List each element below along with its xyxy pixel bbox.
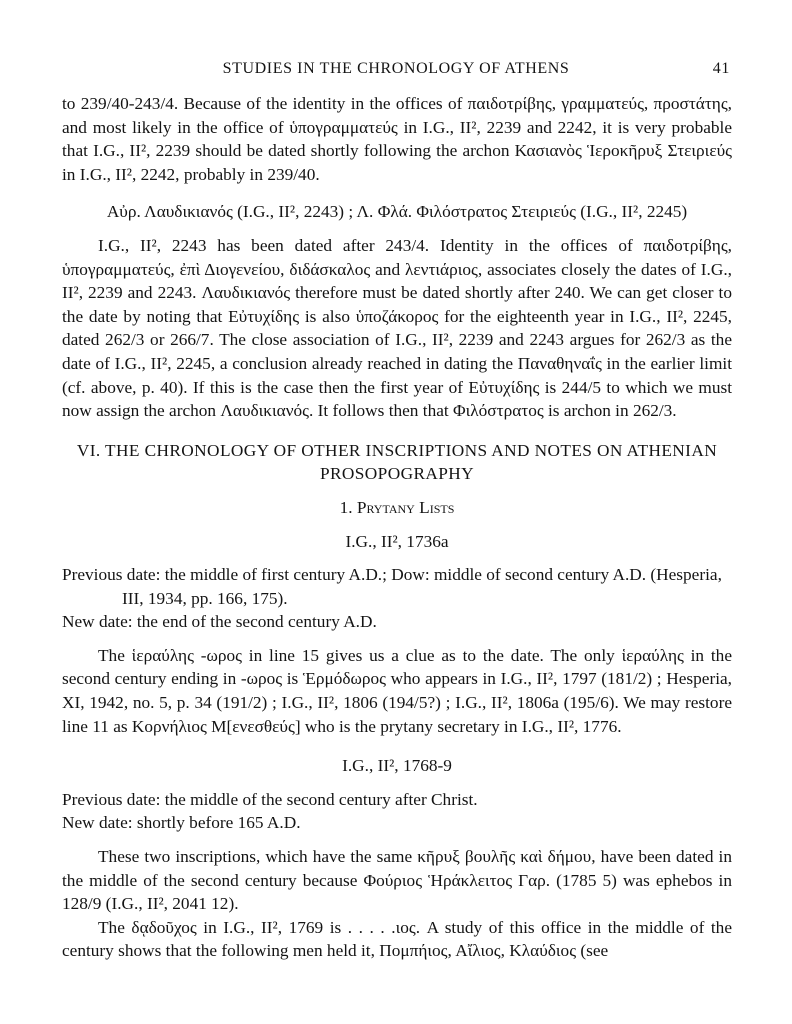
section-heading: VI. THE CHRONOLOGY OF OTHER INSCRIPTIONS AND NOTES ON ATHENIAN PROSOPOGRAPHY [76, 440, 718, 484]
inscription-title-1768: I.G., II², 1768-9 [342, 756, 452, 776]
inscription-title-1736a: I.G., II², 1736a [345, 531, 449, 551]
paragraph-laudikianos: I.G., II², 2243 has been dated after 243/4. Identity in the offices of παιδοτρίβης, ὑπογραμματεύς, ἐπὶ Διογενείου, διδάσκαλος and λεντιάριος, associates closely the dates of I.G., II², 2239 and 2243. Λαυδικιανός therefore must be dated shortly after 240. We can get closer to the date by noting that Εὐτυχίδης is also ὑποζάκορος for the eighteenth year in I.G., II², 2245, dated 262/3 or 266/7. The close association of I.G., II², 2239 and 2243 argues for 262/3 as the date of I.G., II², 2245, a conclusion already reached in dating the Παναθηναΐς in the earlier limit (cf. above, p. 40). If this is the case then the first year of Εὐτυχίδης is 244/5 to which we must now assign the archon Λαυδικιανός. It follows then that Φιλόστρατος is archon in 262/3. [62, 235, 732, 421]
body-text [62, 92, 732, 963]
page-number: 41 [712, 60, 730, 77]
archon-heading: Αὐρ. Λαυδικιανός (I.G., II², 2243) ; Λ. Φλά. Φιλόστρατος Στειριεύς (I.G., II², 2245) [106, 202, 688, 222]
paragraph-continuation: to 239/40-243/4. Because of the identity in the offices of παιδοτρίβης, γραμματεύς, προστάτης, and most likely in the office of ὑπογραμματεύς in I.G., II², 2239 and 2242, it is very probable that I.G., II², 2239 should be dated shortly following the archon Κασιανὸς Ἱεροκῆρυξ Στειριεύς in I.G., II², 2242, probably in 239/40. [62, 94, 732, 184]
paragraph-hieraules: The ἱεραύλης -ωρος in line 15 gives us a clue as to the date. The only ἱεραύλης in the second century ending in -ωρος is Ἑρμόδωρος who appears in I.G., II², 1797 (181/2) ; Hesperia, XI, 1942, no. 5, p. 34 (191/2) ; I.G., II², 1806 (194/5?) ; I.G., II², 1806a (195/6). We may restore line 11 as Κορνήλιος Μ[ενεσθεύς] who is the prytany secretary in I.G., II², 1776. [62, 645, 732, 736]
new-date-1768: New date: shortly before 165 A.D. [62, 813, 301, 833]
subsection-heading: 1. Prytany Lists [339, 497, 455, 517]
paragraph-dadouchos: The δᾳδοῦχος in I.G., II², 1769 is . . . . .ιος. A study of this office in the middle of the century shows that the following men held it, Πομπήιος, Αἴλιος, Κλαύδιος (see [62, 917, 732, 961]
running-head [62, 60, 730, 84]
previous-date-1768: Previous date: the middle of the second century after Christ. [62, 789, 478, 809]
paragraph-keryx: These two inscriptions, which have the same κῆρυξ βουλῆς καὶ δήμου, have been dated in the middle of the second century because Φούριος Ἡράκλειτος Γαρ. (1785 5) was ephebos in 128/9 (I.G., II², 2041 12). [62, 847, 732, 914]
new-date-1736a: New date: the end of the second century A.D. [62, 612, 377, 632]
running-head-title: STUDIES IN THE CHRONOLOGY OF ATHENS [222, 60, 570, 77]
previous-date-1736a: Previous date: the middle of first century A.D.; Dow: middle of second century A.D. (Hesperia, III, 1934, pp. 166, 175). [62, 565, 722, 608]
